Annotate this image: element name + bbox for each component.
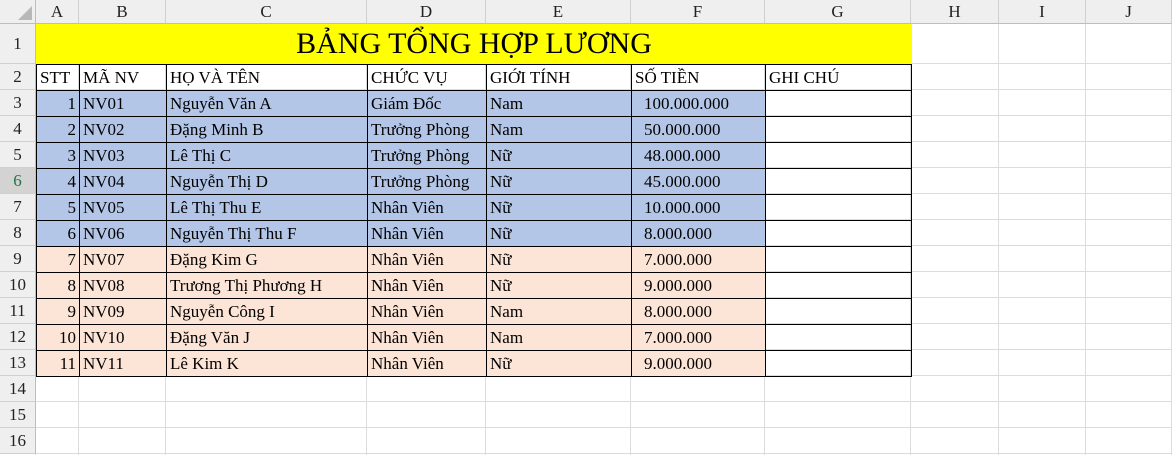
cell-chuc-vu[interactable]: Nhân Viên (367, 350, 487, 377)
row-header-16[interactable]: 16 (0, 428, 36, 454)
column-header-a[interactable]: A (36, 0, 79, 24)
row-header-13[interactable]: 13 (0, 350, 36, 376)
column-header-d[interactable]: D (367, 0, 486, 24)
cell-gioi-tinh[interactable]: Nam (486, 116, 632, 143)
row-header-10[interactable]: 10 (0, 272, 36, 298)
cell-ma[interactable]: NV10 (79, 324, 167, 351)
cell-stt[interactable]: 9 (36, 298, 80, 325)
cell-chuc-vu[interactable]: Trưởng Phòng (367, 168, 487, 195)
cell-so-tien[interactable]: 7.000.000 (631, 324, 766, 351)
cell-chuc-vu[interactable]: Nhân Viên (367, 220, 487, 247)
cell-stt[interactable]: 8 (36, 272, 80, 299)
cell-ten[interactable]: Lê Thị Thu E (166, 194, 368, 221)
cell-ghi-chu[interactable] (765, 298, 912, 325)
row-header-14[interactable]: 14 (0, 376, 36, 402)
header-ghi-chu[interactable]: GHI CHÚ (765, 64, 912, 91)
cell-ma[interactable]: NV04 (79, 168, 167, 195)
cell-gioi-tinh[interactable]: Nữ (486, 272, 632, 299)
row-header-2[interactable]: 2 (0, 64, 36, 90)
cell-ten[interactable]: Đặng Văn J (166, 324, 368, 351)
cell-stt[interactable]: 1 (36, 90, 80, 117)
cell-gioi-tinh[interactable]: Nữ (486, 350, 632, 377)
cell-gioi-tinh[interactable]: Nam (486, 324, 632, 351)
cell-ghi-chu[interactable] (765, 220, 912, 247)
cell-ghi-chu[interactable] (765, 324, 912, 351)
cell-ma[interactable]: NV08 (79, 272, 167, 299)
cell-chuc-vu[interactable]: Giám Đốc (367, 90, 487, 117)
cell-stt[interactable]: 5 (36, 194, 80, 221)
gridline-horizontal (0, 427, 1172, 428)
row-header-1[interactable]: 1 (0, 24, 36, 64)
cell-stt[interactable]: 4 (36, 168, 80, 195)
cell-gioi-tinh[interactable]: Nữ (486, 168, 632, 195)
select-all-corner[interactable] (0, 0, 36, 24)
cell-ghi-chu[interactable] (765, 246, 912, 273)
cell-ghi-chu[interactable] (765, 272, 912, 299)
cell-chuc-vu[interactable]: Nhân Viên (367, 324, 487, 351)
cell-chuc-vu[interactable]: Trưởng Phòng (367, 116, 487, 143)
cell-gioi-tinh[interactable]: Nữ (486, 246, 632, 273)
select-all-triangle-icon (18, 6, 32, 20)
cell-gioi-tinh[interactable]: Nữ (486, 194, 632, 221)
cell-chuc-vu[interactable]: Nhân Viên (367, 246, 487, 273)
gridline-vertical (998, 0, 999, 455)
column-header-b[interactable]: B (79, 0, 166, 24)
cell-ma[interactable]: NV03 (79, 142, 167, 169)
cell-ma[interactable]: NV01 (79, 90, 167, 117)
header-so-tien[interactable]: SỐ TIỀN (631, 64, 766, 91)
cell-ghi-chu[interactable] (765, 350, 912, 377)
cell-chuc-vu[interactable]: Nhân Viên (367, 298, 487, 325)
cell-stt[interactable]: 7 (36, 246, 80, 273)
cell-ghi-chu[interactable] (765, 168, 912, 195)
cell-ma[interactable]: NV09 (79, 298, 167, 325)
column-header-e[interactable]: E (486, 0, 631, 24)
cell-stt[interactable]: 3 (36, 142, 80, 169)
cell-so-tien[interactable]: 9.000.000 (631, 350, 766, 377)
gridline-horizontal (0, 401, 1172, 402)
cell-ghi-chu[interactable] (765, 116, 912, 143)
cell-ghi-chu[interactable] (765, 194, 912, 221)
column-header-g[interactable]: G (765, 0, 911, 24)
cell-ten[interactable]: Nguyễn Công I (166, 298, 368, 325)
cell-chuc-vu[interactable]: Trưởng Phòng (367, 142, 487, 169)
cell-so-tien[interactable]: 7.000.000 (631, 246, 766, 273)
header-ma-nv[interactable]: MÃ NV (79, 64, 167, 91)
sheet-title[interactable]: BẢNG TỔNG HỢP LƯƠNG (36, 24, 912, 65)
header-chuc-vu[interactable]: CHỨC VỤ (367, 64, 487, 91)
column-header-i[interactable]: I (999, 0, 1086, 24)
gridline-horizontal (0, 453, 1172, 454)
header-gioi-tinh[interactable]: GIỚI TÍNH (486, 64, 632, 91)
cell-so-tien[interactable]: 50.000.000 (631, 116, 766, 143)
cell-gioi-tinh[interactable]: Nữ (486, 220, 632, 247)
column-header-h[interactable]: H (911, 0, 999, 24)
column-header-j[interactable]: J (1086, 0, 1172, 24)
column-header-c[interactable]: C (166, 0, 367, 24)
cell-so-tien[interactable]: 10.000.000 (631, 194, 766, 221)
header-ho-ten[interactable]: HỌ VÀ TÊN (166, 64, 368, 91)
cell-ten[interactable]: Đặng Kim G (166, 246, 368, 273)
cell-stt[interactable]: 10 (36, 324, 80, 351)
row-header-9[interactable]: 9 (0, 246, 36, 272)
header-stt[interactable]: STT (36, 64, 80, 91)
row-header-3[interactable]: 3 (0, 90, 36, 116)
cell-so-tien[interactable]: 8.000.000 (631, 220, 766, 247)
row-header-6[interactable]: 6 (0, 168, 36, 194)
cell-ma[interactable]: NV07 (79, 246, 167, 273)
cell-ten[interactable]: Nguyễn Văn A (166, 90, 368, 117)
cell-ten[interactable]: Nguyễn Thị Thu F (166, 220, 368, 247)
cell-ma[interactable]: NV02 (79, 116, 167, 143)
gridline-vertical (1085, 0, 1086, 455)
cell-stt[interactable]: 6 (36, 220, 80, 247)
cell-so-tien[interactable]: 45.000.000 (631, 168, 766, 195)
cell-gioi-tinh[interactable]: Nam (486, 298, 632, 325)
cell-stt[interactable]: 2 (36, 116, 80, 143)
row-header-5[interactable]: 5 (0, 142, 36, 168)
row-header-11[interactable]: 11 (0, 298, 36, 324)
cell-ma[interactable]: NV06 (79, 220, 167, 247)
cell-ten[interactable]: Trương Thị Phương H (166, 272, 368, 299)
row-header-15[interactable]: 15 (0, 402, 36, 428)
row-header-4[interactable]: 4 (0, 116, 36, 142)
cell-ma[interactable]: NV11 (79, 350, 167, 377)
cell-so-tien[interactable]: 8.000.000 (631, 298, 766, 325)
row-header-12[interactable]: 12 (0, 324, 36, 350)
cell-gioi-tinh[interactable]: Nam (486, 90, 632, 117)
cell-ten[interactable]: Lê Kim K (166, 350, 368, 377)
cell-ghi-chu[interactable] (765, 90, 912, 117)
cell-ma[interactable]: NV05 (79, 194, 167, 221)
cell-ten[interactable]: Lê Thị C (166, 142, 368, 169)
cell-so-tien[interactable]: 48.000.000 (631, 142, 766, 169)
cell-ghi-chu[interactable] (765, 142, 912, 169)
column-header-f[interactable]: F (631, 0, 765, 24)
cell-ten[interactable]: Nguyễn Thị D (166, 168, 368, 195)
cell-chuc-vu[interactable]: Nhân Viên (367, 194, 487, 221)
cell-so-tien[interactable]: 9.000.000 (631, 272, 766, 299)
cell-chuc-vu[interactable]: Nhân Viên (367, 272, 487, 299)
cell-so-tien[interactable]: 100.000.000 (631, 90, 766, 117)
cell-stt[interactable]: 11 (36, 350, 80, 377)
cell-gioi-tinh[interactable]: Nữ (486, 142, 632, 169)
row-header-7[interactable]: 7 (0, 194, 36, 220)
cell-ten[interactable]: Đặng Minh B (166, 116, 368, 143)
row-header-8[interactable]: 8 (0, 220, 36, 246)
